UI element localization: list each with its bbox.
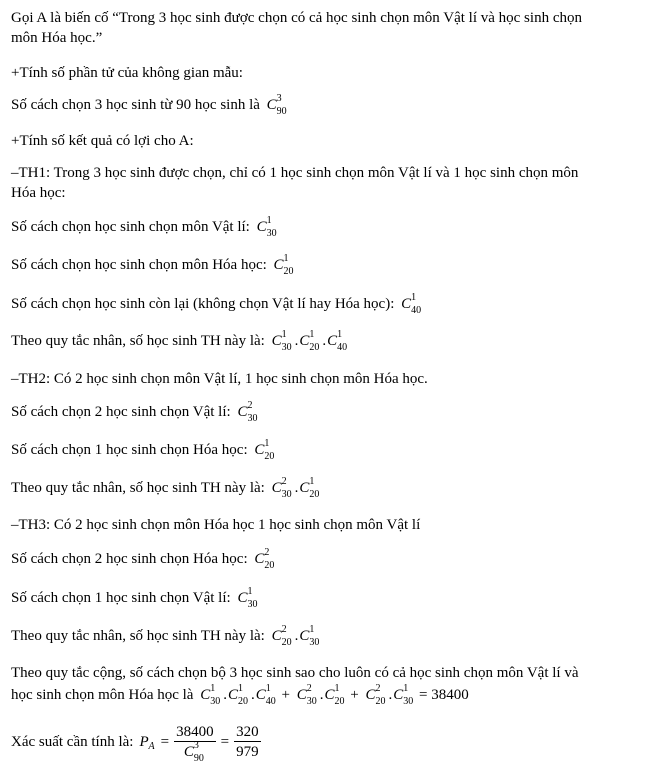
combination-c40-1: C 1 40 — [401, 292, 422, 316]
line-sample-space-heading: +Tính số phần tử của không gian mẫu: — [11, 65, 243, 81]
text: Số cách chọn 3 học sinh từ 90 học sinh là — [11, 97, 260, 113]
line-case1-title-2: Hóa học: — [11, 185, 66, 201]
line-case2-product: Theo quy tắc nhân, số học sinh TH này là: C 2 30 .C 1 20 — [11, 476, 320, 500]
line-probability: Xác suất cần tính là: P A = 38400 C 3 90 = $\frac{320}{979}$ — [11, 724, 259, 764]
line-case1-remaining: Số cách chọn học sinh còn lại (không chọn Vật lí hay Hóa học): C 1 40 — [11, 295, 423, 313]
line-case1-product: Theo quy tắc nhân, số học sinh TH này là: C 1 30 .C 1 20 .C 1 40 — [11, 329, 348, 353]
probability-fraction: 38400 C 3 90 — [176, 724, 214, 764]
combination-c30-1: C 1 30 — [256, 215, 277, 239]
combination-c20-1: C 1 20 — [273, 253, 294, 277]
line-case1-chemistry: Số cách chọn học sinh chọn môn Hóa học: C 1 20 — [11, 256, 296, 274]
line-event-definition-1: Gọi A là biến cố “Trong 3 học sinh được chọn có cả học sinh chọn môn Vật lí và học sinh chọn — [11, 10, 582, 26]
line-sum-rule-1: Theo quy tắc cộng, số cách chọn bộ 3 học sinh sao cho luôn có cả học sinh chọn môn Vật lí và — [11, 665, 579, 681]
line-case3-chemistry: Số cách chọn 2 học sinh chọn Hóa học: C 2 20 — [11, 547, 275, 571]
probability-symbol: P A — [139, 734, 155, 752]
line-sample-space-count — [11, 93, 289, 117]
line-case2-title: –TH2: Có 2 học sinh chọn môn Vật lí, 1 học sinh chọn môn Hóa học. — [11, 371, 428, 387]
line-case3-physics: Số cách chọn 1 học sinh chọn Vật lí: C 1 30 — [11, 586, 258, 610]
line-case2-chemistry: Số cách chọn 1 học sinh chọn Hóa học: C 1 20 — [11, 438, 275, 462]
probability-result: $\frac{320}{979}$ — [236, 724, 259, 760]
line-favorable-heading: +Tính số kết quả có lợi cho A: — [11, 133, 194, 149]
line-case3-title: –TH3: Có 2 học sinh chọn môn Hóa học 1 học sinh chọn môn Vật lí — [11, 517, 421, 533]
line-case1-title-1: –TH1: Trong 3 học sinh được chọn, chỉ có 1 học sinh chọn môn Vật lí và 1 học sinh chọn môn — [11, 165, 579, 181]
combination-c90-3: C 3 90 — [266, 93, 287, 117]
line-case2-physics: Số cách chọn 2 học sinh chọn Vật lí: C 2 30 — [11, 400, 258, 424]
line-case1-physics: Số cách chọn học sinh chọn môn Vật lí: C 1 30 — [11, 218, 279, 236]
line-case3-product: Theo quy tắc nhân, số học sinh TH này là: C 2 20 .C 1 30 — [11, 624, 320, 648]
sum-result: = 38400 — [419, 687, 469, 703]
line-event-definition-2: môn Hóa học.” — [11, 30, 103, 46]
line-sum-rule-2: học sinh chọn môn Hóa học là C 1 30 .C 1 20 .C 1 40 + C 2 30 .C 1 20 + C 2 20 .C 1 30 = 38400 — [11, 683, 469, 707]
